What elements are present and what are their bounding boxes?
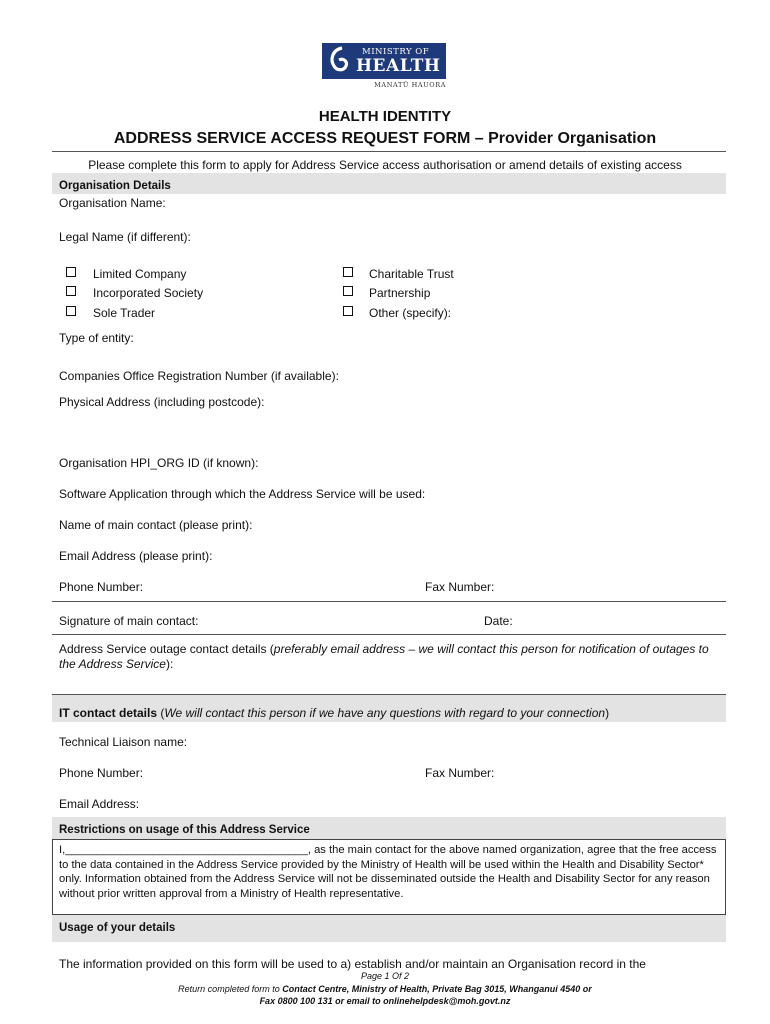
it-heading-close: ) (605, 706, 610, 720)
outage-label-end: ): (165, 657, 174, 671)
date-label: Date: (484, 614, 513, 628)
phone-number-label: Phone Number: (59, 580, 144, 594)
label-incorporated-society: Incorporated Society (93, 286, 204, 300)
org-section-title: Organisation Details (59, 180, 171, 192)
logo-subtitle: MANATŪ HAUORA (374, 81, 446, 89)
it-heading-text: IT contact details (59, 706, 158, 720)
it-heading-open: ( (157, 706, 165, 720)
entity-type-label: Type of entity: (59, 331, 134, 345)
checkbox-incorporated-society[interactable] (66, 286, 76, 298)
hpi-org-id-label: Organisation HPI_ORG ID (if known): (59, 456, 259, 470)
intro-text: Please complete this form to apply for Address Service access authorisation or amend details of existing access (88, 158, 682, 172)
label-limited-company: Limited Company (93, 267, 187, 281)
it-email-label: Email Address: (59, 797, 140, 811)
it-section-title (59, 706, 609, 720)
form-title-line2: ADDRESS SERVICE ACCESS REQUEST FORM – Provider Organisation (113, 130, 657, 147)
footer-return-or: or (580, 984, 592, 994)
label-other: Other (specify): (369, 306, 452, 320)
fax-number-label: Fax Number: (425, 580, 495, 594)
outage-label-text: Address Service outage contact details ( (59, 642, 274, 656)
divider (52, 634, 726, 635)
physical-address-label: Physical Address (including postcode): (59, 395, 265, 409)
companies-office-label: Companies Office Registration Number (if available): (59, 369, 339, 383)
signature-label: Signature of main contact: (59, 614, 199, 628)
label-charitable-trust: Charitable Trust (369, 267, 454, 281)
logo-line1: MINISTRY OF (362, 47, 430, 57)
it-phone-label: Phone Number: (59, 766, 144, 780)
usage-section-title: Usage of your details (59, 922, 176, 934)
footer-return-address: Contact Centre, Ministry of Health, Private Bag 3015, Whanganui 4540 (282, 984, 581, 994)
footer-return-prefix: Return completed form to (178, 984, 283, 994)
email-address-label: Email Address (please print): (59, 549, 213, 563)
software-application-label: Software Application through which the Address Service will be used: (59, 487, 426, 501)
usage-text: The information provided on this form will be used to a) establish and/or maintain an Organisation record in the (59, 957, 646, 971)
restrictions-text: I,_______________________________________, as the main contact for the above named organization, agree that the free access to the data contained in the Address Service provided by the Ministry of Health will be used within the Health and Disability Sector* only. Information obtained from the Address Service will not be disseminated outside the Health and Disability Sector for any reason without prior written approval from a Ministry of Health representative. (59, 844, 717, 900)
divider (52, 601, 726, 602)
org-name-label: Organisation Name: (59, 196, 166, 210)
koru-logo-icon (328, 46, 350, 76)
checkbox-limited-company[interactable] (66, 267, 76, 279)
main-contact-label: Name of main contact (please print): (59, 518, 253, 532)
footer-return-line (0, 984, 770, 994)
ministry-logo (322, 43, 446, 79)
label-sole-trader: Sole Trader (93, 306, 156, 320)
form-title-line1: HEALTH IDENTITY (318, 108, 452, 125)
technical-liaison-label: Technical Liaison name: (59, 735, 188, 749)
checkbox-partnership[interactable] (343, 286, 353, 298)
checkbox-charitable-trust[interactable] (343, 267, 353, 279)
outage-contact-label (59, 642, 709, 672)
checkbox-sole-trader[interactable] (66, 306, 76, 318)
it-fax-label: Fax Number: (425, 766, 495, 780)
outage-label-italic: preferably email address – we will contact this person for notification of outages to the Address Service (59, 642, 709, 671)
page-number: Page 1 Of 2 (360, 971, 410, 981)
logo-line2: HEALTH (356, 56, 441, 76)
it-heading-italic: We will contact this person if we have any questions with regard to your connection (164, 706, 606, 720)
divider (52, 151, 726, 152)
legal-name-label: Legal Name (if different): (59, 230, 191, 244)
restrictions-section-title: Restrictions on usage of this Address Service (59, 824, 310, 836)
label-partnership: Partnership (369, 286, 431, 300)
footer-fax-email-line: Fax 0800 100 131 or email to onlinehelpdesk@moh.govt.nz (259, 996, 511, 1006)
checkbox-other[interactable] (343, 306, 353, 318)
